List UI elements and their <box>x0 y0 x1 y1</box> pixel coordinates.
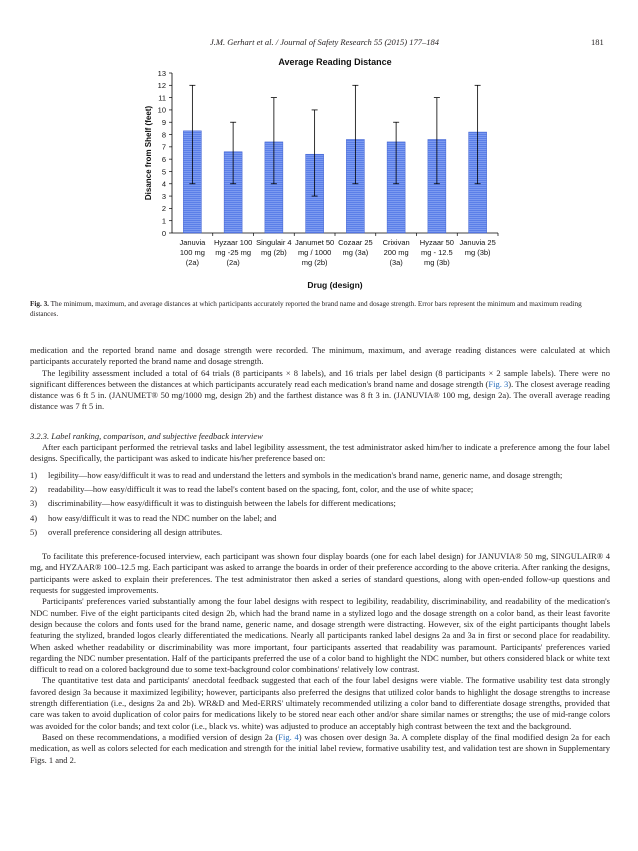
paragraph-4: To facilitate this preference-focused interview, each participant was shown four display boards (one for each label design) for JANUVIA® 50 mg, SINGULAIR® 4 mg, and HYZAAR® 100–12.5 mg. Each participant was asked to arrange the boards in order of their preference according to the above criteria. After ranking the designs, participants were asked to explain their preferences. The test administrator then asked a series of standard questions, along with open-ended follow-up questions and requests for suggested improvements. <box>30 551 610 596</box>
figure-caption <box>30 299 610 319</box>
category-label: mg (2b) <box>260 248 287 257</box>
journal-citation: J.M. Gerhart et al. / Journal of Safety Research 55 (2015) 177–184 <box>210 37 439 47</box>
category-label: Cozaar 25 <box>338 238 373 247</box>
running-head <box>0 37 638 51</box>
y-tick-label: 10 <box>157 105 166 115</box>
category-label: Janumet 50 <box>295 238 335 247</box>
paragraph-6: The quantitative test data and participants' anecdotal feedback suggested that each of the four label designs were viable. The formative usability test data strongly favored design 3a because it maximized legibility; however, participants also preferred the designs that utilized color bands to highlight the dosage strengths to increase strength differentiation (i.e., designs 2a and 2b). WR&D and Med-ERRS' ultimately recommended utilizing a color band to differentiate dosage strengths, provided that care was taken to avoid duplication of color pairs for medications likely to be stored near each other and/or share similar names or strengths; the use of mid-range colors was avoided for the color bands; and text color (i.e., black vs. white) was adjusted to produce an acceptably high contrast between the text and the background. <box>30 675 610 731</box>
y-tick-label: 1 <box>161 216 166 226</box>
paragraph-2: The legibility assessment included a total of 64 trials (8 participants × 8 labels), and 16 trials per label design (8 participants × 2 sample labels). There were no significant differences between the distances at which participants accurately read each medication's brand name and dosage strength (Fig. 3). The closest average reading distance was 6 ft 5 in. (JANUMET® 50 mg/1000 mg, design 2b) and the farthest distance was 8 ft 3 in. (JANUVIA® 100 mg, design 2a). The overall average reading distance was 7 ft 5 in. <box>30 367 611 412</box>
list-item: 3) discriminability—how easy/difficult it was to distinguish between the labels for different medications; <box>30 498 396 509</box>
y-tick-label: 11 <box>158 93 166 103</box>
list-item: 4) how easy/difficult it was to read the NDC number on the label; and <box>30 512 277 523</box>
figure-label: Fig. 3. <box>30 300 49 308</box>
section-heading: 3.2.3. Label ranking, comparison, and subjective feedback interview <box>30 430 263 441</box>
figure-caption-text: The minimum, maximum, and average distances at which participants accurately reported the brand name and dosage strength. Error bars represent the minimum and maximum reading distances. <box>30 300 582 318</box>
y-tick-label: 3 <box>161 191 166 201</box>
y-axis-label: Disance from Shelf (feet) <box>144 105 153 201</box>
category-label: Singulair 4 <box>256 238 292 247</box>
y-tick-label: 13 <box>157 68 166 78</box>
y-tick-label: 2 <box>161 204 166 214</box>
y-tick-label: 8 <box>161 130 166 140</box>
category-label: mg (2b) <box>301 258 328 267</box>
x-axis-label: Drug (design) <box>307 280 363 290</box>
category-label: Januvia <box>179 238 206 247</box>
category-label: (2a) <box>226 258 240 267</box>
y-tick-label: 12 <box>157 81 166 91</box>
category-label: 200 mg <box>383 248 409 257</box>
paragraph-5: Participants' preferences varied substantially among the four label designs with respect to legibility, readability, discriminability, and readability of the medication's NDC number. Five of the eight participants cited design 2b, which had the brand name in a stylized logo and the dosage strength on a color band, as their least favorite design because the colors and fonts used for the brand name, generic name, and dosage strength were distracting. However, six of the eight participants thought labels featuring the stylized, branded logos clearly differentiated the medications. Nearly all participants ranked label designs 2a and 3a in first or second place for readability. When asked whether readability or discriminability was more important, four participants asserted that readability was paramount. Participants' preferences varied regarding the NDC number presentation. Half of the participants preferred the use of a color band to highlight the NDC number, but others considered black or white text difficult to read on a colored background due to some text-background color combinations' relatively low contrast. <box>30 596 610 675</box>
category-label: Crixivan <box>382 238 410 247</box>
category-label: Hyzaar 100 <box>213 238 253 247</box>
category-label: 100 mg <box>179 248 205 257</box>
fig3-link[interactable]: Fig. 3 <box>488 378 509 389</box>
y-tick-label: 7 <box>161 142 166 152</box>
category-label: mg - 12.5 <box>421 248 453 257</box>
y-tick-label: 9 <box>161 118 166 128</box>
paragraph-3: After each participant performed the retrieval tasks and label legibility assessment, the test administrator asked him/her to indicate a preference among the four label designs. Specifically, the participant was asked to indicate his/her preference based on: <box>30 442 610 464</box>
reading-distance-chart <box>130 52 510 294</box>
y-tick-label: 6 <box>161 154 166 164</box>
y-tick-label: 4 <box>161 179 166 189</box>
list-item: 1) legibility—how easy/difficult it was to read and understand the letters and symbols in the medication's brand name, generic name, and dosage strength; <box>30 469 563 480</box>
page-number: 181 <box>591 37 604 47</box>
category-label: (2a) <box>185 258 200 267</box>
y-tick-label: 5 <box>161 167 166 177</box>
category-label: mg -25 mg <box>215 248 252 257</box>
paragraph-1: medication and the reported brand name and dosage strength were recorded. The minimum, maximum, and average reading distances were calculated at which participants accurately reported the brand name and dosage strength. <box>30 345 610 367</box>
paragraph-7: Based on these recommendations, a modified version of design 2a (Fig. 4) was chosen over design 3a. A complete display of the final modified design 2a for each medication, as well as colors selected for each medication and strength for the initial label review, formative usability test, and validation test are shown in Supplementary Figs. 1 and 2. <box>30 731 610 765</box>
category-label: mg (3a) <box>342 248 369 257</box>
category-label: Hyzaar 50 <box>419 238 454 247</box>
criteria-list <box>30 470 610 538</box>
category-label: mg / 1000 <box>297 248 332 257</box>
list-item: 2) readability—how easy/difficult it was to read the label's content based on the spacing, font, color, and the use of white space; <box>30 483 474 494</box>
category-label: (3a) <box>389 258 403 267</box>
chart-title: Average Reading Distance <box>278 57 392 67</box>
list-item: 5) overall preference considering all design attributes. <box>30 526 223 537</box>
category-label: Januvia 25 <box>459 238 496 247</box>
y-tick-label: 0 <box>161 228 166 238</box>
article-body <box>30 345 610 766</box>
category-label: mg (3b) <box>464 248 491 257</box>
fig4-link[interactable]: Fig. 4 <box>278 731 299 742</box>
category-label: mg (3b) <box>423 258 450 267</box>
